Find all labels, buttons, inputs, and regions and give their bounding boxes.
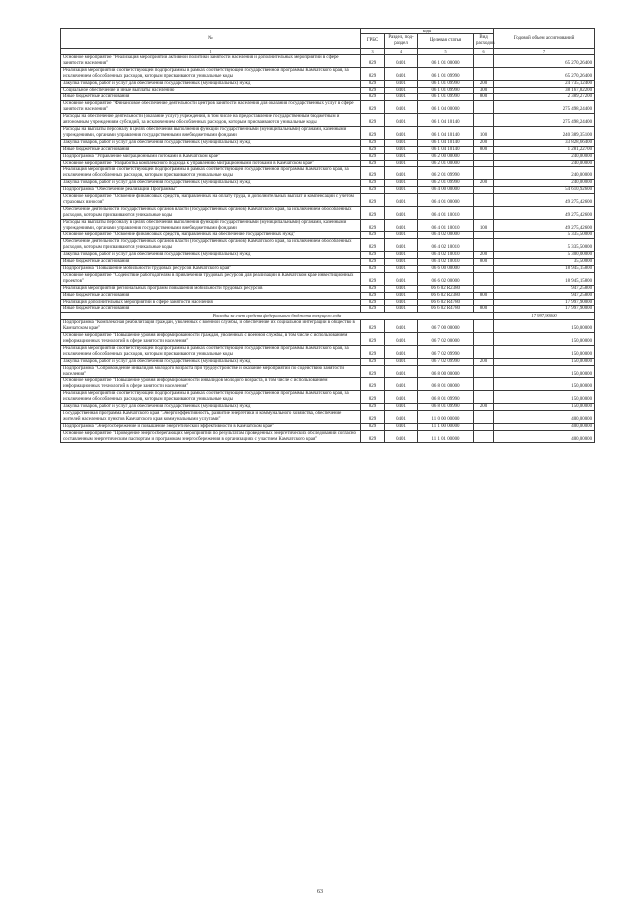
row-name-cell: Подпрограмма "Обеспечение реализации Программы" (61, 187, 361, 194)
target-article-cell: 06 2 01 09990 (418, 180, 474, 187)
table-row (61, 410, 595, 423)
row-name-cell: Государственная программа Камчатского края "Энергоэффективность, развитие энергетики и коммунального хозяйства, обеспечение жителей населенных пунктов Камчатского края коммунальными услугами" (61, 410, 361, 423)
table-row (61, 146, 595, 153)
amount-cell: 18 945,15800 (494, 266, 595, 273)
grbs-cell: 829 (361, 404, 385, 411)
grbs-cell: 829 (361, 153, 385, 160)
column-index: 4 (385, 49, 418, 55)
target-article-cell: 06 7 02 00000 (418, 333, 474, 346)
row-name-cell: Основное мероприятие "Повышение уровня информированности граждан, уволенных с военной службы, в том числе с использованием информационных технологий в сфере занятости населения" (61, 333, 361, 346)
section-cell: 0401 (385, 391, 418, 404)
row-name-cell: Основное мероприятие "Проведение энергосберегающих мероприятий по результатам проведенных энергетических обследований согласно составленным энергетическим паспортам и программам энергосбережения в организациях с участием Камчатского края" (61, 430, 361, 443)
expense-type-cell: 800 (474, 94, 494, 101)
target-article-cell: 06 2 01 09990 (418, 167, 474, 180)
table-row (61, 114, 595, 127)
section-cell: 0401 (385, 146, 418, 153)
table-row (61, 187, 595, 194)
target-article-cell: 06 1 01 09990 (418, 80, 474, 87)
target-article-cell: 06 6 02 R4780 (418, 299, 474, 306)
grbs-cell: 829 (361, 285, 385, 292)
expense-type-cell (474, 55, 494, 68)
row-name-cell: Реализация мероприятий соответствующей подпрограммы в рамках соответствующей государственной программы Камчатского края, за исключением обособленных расходов, которым присваиваются уникальные коды (61, 67, 361, 80)
amount-cell: 150,00000 (494, 358, 595, 365)
grbs-cell: 829 (361, 333, 385, 346)
expense-type-cell (474, 378, 494, 391)
grbs-cell: 829 (361, 320, 385, 333)
target-article-cell: 06 4 00 00000 (418, 187, 474, 194)
row-name-cell: Обеспечение деятельности государственных органов власти (государственных органов) Камчатского края, за исключением обособленных расходов, которым присваиваются уникальные коды (61, 239, 361, 252)
amount-cell: 49 275,42600 (494, 194, 595, 207)
expense-type-cell (474, 194, 494, 207)
row-name-cell: Расходы на выплаты персоналу в целях обеспечения выполнения функций государственными (муниципальными) органами, казенными учреждениями, органами управления государственными внебюджетными фондами (61, 126, 361, 139)
target-article-cell: 06 6 02 R2380 (418, 292, 474, 299)
section-cell: 0401 (385, 87, 418, 94)
table-row (61, 232, 595, 239)
table-row (61, 404, 595, 411)
section-cell: 0401 (385, 404, 418, 411)
amount-cell: 240,00000 (494, 180, 595, 187)
row-name-cell: Расходы на выплаты персоналу в целях обеспечения выполнения функций государственными (муниципальными) органами, казенными учреждениями, органами управления государственными внебюджетными фондами (61, 219, 361, 232)
section-cell: 0401 (385, 139, 418, 146)
expense-type-cell (474, 101, 494, 114)
table-row (61, 391, 595, 404)
amount-cell: 400,00000 (494, 423, 595, 430)
section-cell: 0401 (385, 365, 418, 378)
num-column-header: № (61, 29, 361, 49)
row-name-cell: Подпрограмма "Повышение мобильности трудовых ресурсов Камчатского края" (61, 266, 361, 273)
amount-cell: 38 167,82200 (494, 87, 595, 94)
expense-type-cell (474, 206, 494, 219)
row-name-cell: Основное мероприятие "Освоение финансовых средств, направленных на оплату труда, и дополнительных выплат и компенсаций с учетом страховых взносов" (61, 194, 361, 207)
section-cell: 0401 (385, 160, 418, 167)
amount-cell: 17 997,90000 (494, 313, 595, 320)
column-index: 5 (418, 49, 474, 55)
column-index: 6 (474, 49, 494, 55)
expense-type-cell (474, 299, 494, 306)
table-row (61, 365, 595, 378)
expense-type-cell (474, 410, 494, 423)
target-article-cell: 06 2 01 00000 (418, 160, 474, 167)
expense-type-cell (474, 160, 494, 167)
amount-cell: 275 498,24400 (494, 114, 595, 127)
expense-type-cell (474, 320, 494, 333)
amount-cell: 5 300,00000 (494, 252, 595, 259)
grbs-cell: 829 (361, 239, 385, 252)
section-cell: 0401 (385, 126, 418, 139)
column-index: 3 (361, 49, 385, 55)
section-cell: 0401 (385, 259, 418, 266)
amount-cell: 400,00000 (494, 430, 595, 443)
grbs-cell: 829 (361, 259, 385, 266)
table-row (61, 167, 595, 180)
row-name-cell: Реализация мероприятий региональных программ повышения мобильности трудовых ресурсов (61, 285, 361, 292)
row-name-cell: Иные бюджетные ассигнования (61, 259, 361, 266)
note-row (61, 313, 595, 320)
row-name-cell: Основное мероприятие "Повышение уровня информированности инвалидов молодого возраста, в том числе с использованием информационных технологий в сфере занятости населения" (61, 378, 361, 391)
row-name-cell: Основное мероприятие "Разработка комплексного подхода к управлению миграционными потоками в Камчатском крае" (61, 160, 361, 167)
amount-cell: 947,25800 (494, 292, 595, 299)
grbs-cell: 829 (361, 378, 385, 391)
section-cell: 0401 (385, 410, 418, 423)
row-name-cell: Закупка товаров, работ и услуг для обеспечения государственных (муниципальных) нужд (61, 80, 361, 87)
grbs-cell: 829 (361, 345, 385, 358)
target-article-cell: 06 1 04 00000 (418, 101, 474, 114)
expense-type-cell: 100 (474, 126, 494, 139)
table-row (61, 180, 595, 187)
grbs-cell: 829 (361, 252, 385, 259)
row-name-cell: Социальное обеспечение и иные выплаты населению (61, 87, 361, 94)
amount-cell: 240,00000 (494, 160, 595, 167)
grbs-cell: 829 (361, 94, 385, 101)
expense-type-cell (474, 266, 494, 273)
target-article-cell: 06 8 01 00000 (418, 378, 474, 391)
expense-type-cell: 300 (474, 87, 494, 94)
amount-cell: 65 270,26400 (494, 55, 595, 68)
target-article-cell: 06 2 00 00000 (418, 153, 474, 160)
expense-type-cell (474, 391, 494, 404)
table-row (61, 252, 595, 259)
section-cell: 0401 (385, 333, 418, 346)
target-article-cell: 06 6 02 00000 (418, 272, 474, 285)
target-article-cell: 06 4 02 10010 (418, 239, 474, 252)
column-index: 1 (61, 49, 361, 55)
section-cell: 0401 (385, 187, 418, 194)
amount-cell: 150,00000 (494, 320, 595, 333)
row-name-cell: Подпрограмма "Управление миграционными потоками в Камчатском крае" (61, 153, 361, 160)
amount-cell: 17 997,90000 (494, 299, 595, 306)
amount-cell: 400,00000 (494, 410, 595, 423)
target-article-cell: 11 1 01 00000 (418, 430, 474, 443)
grbs-cell: 829 (361, 101, 385, 114)
grbs-cell: 829 (361, 180, 385, 187)
row-name-cell: Реализация мероприятий соответствующей подпрограммы в рамках соответствующей государственной программы Камчатского края, за исключением обособленных расходов, которым присваиваются уникальные коды (61, 345, 361, 358)
grbs-cell: 829 (361, 187, 385, 194)
row-name-cell: Иные бюджетные ассигнования (61, 94, 361, 101)
expense-type-cell (474, 333, 494, 346)
target-article-cell: 06 8 00 00000 (418, 365, 474, 378)
expense-type-cell (474, 114, 494, 127)
table-row (61, 299, 595, 306)
amount-cell: 54 610,92600 (494, 187, 595, 194)
amount-cell: 5 335,50000 (494, 232, 595, 239)
amount-cell: 5 335,50000 (494, 239, 595, 252)
table-row (61, 378, 595, 391)
table-body (61, 55, 595, 443)
table-row (61, 80, 595, 87)
target-article-cell: 06 7 02 09990 (418, 345, 474, 358)
row-name-cell: Закупка товаров, работ и услуг для обеспечения государственных (муниципальных) нужд (61, 180, 361, 187)
section-cell: 0401 (385, 206, 418, 219)
expense-type-cell: 200 (474, 139, 494, 146)
row-name-cell: Реализация мероприятий соответствующей подпрограммы в рамках соответствующей государственной программы Камчатского края, за исключением обособленных расходов, которым присваиваются уникальные коды (61, 391, 361, 404)
section-cell: 0401 (385, 180, 418, 187)
expense-type-cell (474, 365, 494, 378)
amount-cell: 17 997,90000 (494, 306, 595, 313)
section-cell: 0401 (385, 80, 418, 87)
section-cell: 0401 (385, 67, 418, 80)
grbs-cell: 829 (361, 219, 385, 232)
section-cell: 0401 (385, 55, 418, 68)
grbs-cell: 829 (361, 272, 385, 285)
amount-cell: 49 275,42600 (494, 206, 595, 219)
table-row (61, 87, 595, 94)
amount-cell: 65 270,26400 (494, 67, 595, 80)
table-row (61, 306, 595, 313)
target-article-cell: 06 7 02 09990 (418, 358, 474, 365)
section-cell: 0401 (385, 252, 418, 259)
target-article-cell: 06 7 00 00000 (418, 320, 474, 333)
table-row (61, 285, 595, 292)
section-cell: 0401 (385, 423, 418, 430)
amount-cell: 1 281,22700 (494, 146, 595, 153)
amount-cell: 24 735,12400 (494, 80, 595, 87)
target-article-cell: 06 6 02 R4780 (418, 306, 474, 313)
section-cell: 0401 (385, 430, 418, 443)
grbs-cell: 829 (361, 410, 385, 423)
target-article-cell: 06 4 02 10010 (418, 252, 474, 259)
row-name-cell: Основное мероприятие "Освоение финансовых средств, направленных на обеспечение государственных нужд" (61, 232, 361, 239)
expense-type-cell: 200 (474, 358, 494, 365)
table-row (61, 194, 595, 207)
row-name-cell: Основное мероприятие "Реализация мероприятий активной политики занятости населения и дополнительных мероприятий в сфере занятости населения" (61, 55, 361, 68)
grbs-cell: 829 (361, 423, 385, 430)
amount-cell: 150,00000 (494, 378, 595, 391)
section-cell: 0401 (385, 306, 418, 313)
table-row (61, 55, 595, 68)
target-article-cell: 06 8 01 09990 (418, 391, 474, 404)
grbs-cell: 829 (361, 80, 385, 87)
table-header (61, 29, 595, 55)
table-row (61, 160, 595, 167)
target-article-cell: 11 1 00 00000 (418, 423, 474, 430)
expense-type-cell: 200 (474, 404, 494, 411)
grbs-header: ГРБС (361, 34, 385, 49)
row-name-cell: Закупка товаров, работ и услуг для обеспечения государственных (муниципальных) нужд (61, 404, 361, 411)
expense-type-cell (474, 232, 494, 239)
amount-cell: 150,00000 (494, 391, 595, 404)
expense-type-cell: 200 (474, 180, 494, 187)
expense-type-header: Вид расходов (474, 34, 494, 49)
section-cell: 0401 (385, 114, 418, 127)
row-name-cell: Подпрограмма "Сопровождение инвалидов молодого возраста при трудоустройстве и оказание мероприятий по содействию занятости населения" (61, 365, 361, 378)
note-text: Расходы за счет средств федерального бюджета текущего года (61, 313, 494, 320)
expense-type-cell: 800 (474, 259, 494, 266)
amount-cell: 240,00000 (494, 167, 595, 180)
expense-type-cell (474, 153, 494, 160)
grbs-cell: 829 (361, 87, 385, 94)
row-name-cell: Закупка товаров, работ и услуг для обеспечения государственных (муниципальных) нужд (61, 139, 361, 146)
target-article-header: Целевая статья (418, 34, 474, 49)
expense-type-cell: 200 (474, 252, 494, 259)
table-row (61, 94, 595, 101)
amount-cell: 947,25800 (494, 285, 595, 292)
row-name-cell: Основное мероприятие "Содействие работодателям в привлечении трудовых ресурсов для реализации в Камчатском крае инвестиционных проектов" (61, 272, 361, 285)
target-article-cell: 06 1 01 09990 (418, 94, 474, 101)
section-cell: 0401 (385, 266, 418, 273)
target-article-cell: 06 4 02 00000 (418, 232, 474, 239)
table-row (61, 101, 595, 114)
grbs-cell: 829 (361, 299, 385, 306)
row-name-cell: Реализация дополнительных мероприятий в сфере занятости населения (61, 299, 361, 306)
section-cell: 0401 (385, 378, 418, 391)
table-row (61, 67, 595, 80)
grbs-cell: 829 (361, 67, 385, 80)
expense-type-cell (474, 67, 494, 80)
section-cell: 0401 (385, 153, 418, 160)
expense-type-cell (474, 345, 494, 358)
table-row (61, 259, 595, 266)
grbs-cell: 829 (361, 266, 385, 273)
section-cell: 0401 (385, 320, 418, 333)
column-index: 7 (494, 49, 595, 55)
grbs-cell: 829 (361, 114, 385, 127)
section-cell: 0401 (385, 299, 418, 306)
amount-cell: 150,00000 (494, 365, 595, 378)
section-cell: 0401 (385, 194, 418, 207)
grbs-cell: 829 (361, 306, 385, 313)
expense-type-cell: 800 (474, 292, 494, 299)
expense-type-cell (474, 272, 494, 285)
target-article-cell: 06 4 01 10010 (418, 206, 474, 219)
expense-type-cell (474, 187, 494, 194)
target-article-cell: 06 1 01 09990 (418, 87, 474, 94)
section-cell: 0401 (385, 345, 418, 358)
grbs-cell: 829 (361, 358, 385, 365)
expense-type-cell: 800 (474, 146, 494, 153)
section-cell: 0401 (385, 292, 418, 299)
table-row (61, 266, 595, 273)
grbs-cell: 829 (361, 430, 385, 443)
expense-type-cell: 800 (474, 306, 494, 313)
table-row (61, 345, 595, 358)
table-row (61, 320, 595, 333)
table-row (61, 292, 595, 299)
table-row (61, 239, 595, 252)
target-article-cell: 11 0 00 00000 (418, 410, 474, 423)
section-cell: 0401 (385, 358, 418, 365)
section-cell: 0401 (385, 219, 418, 232)
amount-cell: 150,00000 (494, 333, 595, 346)
target-article-cell: 06 4 01 00000 (418, 194, 474, 207)
target-article-cell: 06 1 04 10140 (418, 139, 474, 146)
section-header: Раздел, под-раздел (385, 34, 418, 49)
amount-cell: 150,00000 (494, 404, 595, 411)
table-row (61, 358, 595, 365)
row-name-cell: Основное мероприятие "Финансовое обеспечение деятельности центров занятости населения для оказания государственных услуг в сфере занятости населения" (61, 101, 361, 114)
grbs-cell: 829 (361, 139, 385, 146)
grbs-cell: 829 (361, 160, 385, 167)
amount-cell: 2 389,27200 (494, 94, 595, 101)
expense-type-cell (474, 239, 494, 252)
section-cell: 0401 (385, 232, 418, 239)
expense-type-cell (474, 430, 494, 443)
section-cell: 0401 (385, 167, 418, 180)
table-row (61, 423, 595, 430)
grbs-cell: 829 (361, 365, 385, 378)
row-name-cell: Закупка товаров, работ и услуг для обеспечения государственных (муниципальных) нужд (61, 252, 361, 259)
target-article-cell: 06 1 01 09990 (418, 67, 474, 80)
grbs-cell: 829 (361, 126, 385, 139)
annual-volume-header: Годовой объем ассигнований (494, 29, 595, 49)
codes-group-header: коды (361, 29, 494, 34)
amount-cell: 18 945,15800 (494, 272, 595, 285)
row-name-cell: Обеспечение деятельности государственных органов власти (государственных органов) Камчатского края, за исключением обособленных расходов, которым присваиваются уникальные коды (61, 206, 361, 219)
target-article-cell: 06 6 02 R2380 (418, 285, 474, 292)
grbs-cell: 829 (361, 55, 385, 68)
expense-type-cell (474, 167, 494, 180)
grbs-cell: 829 (361, 391, 385, 404)
row-name-cell: Подпрограмма "Комплексная реабилитация граждан, уволенных с военной службы, и обеспечение их социальной интеграции в общество в Камчатском крае" (61, 320, 361, 333)
table-row (61, 430, 595, 443)
budget-table (60, 28, 595, 443)
expense-type-cell (474, 423, 494, 430)
amount-cell: 33 828,66400 (494, 139, 595, 146)
expense-type-cell: 200 (474, 80, 494, 87)
table-row (61, 126, 595, 139)
row-name-cell: Иные бюджетные ассигнования (61, 292, 361, 299)
section-cell: 0401 (385, 94, 418, 101)
table-row (61, 219, 595, 232)
target-article-cell: 06 1 04 10140 (418, 146, 474, 153)
table-row (61, 153, 595, 160)
target-article-cell: 06 1 04 10140 (418, 114, 474, 127)
section-cell: 0401 (385, 272, 418, 285)
row-name-cell: Подпрограмма "Энергосбережение и повышение энергетической эффективности в Камчатском крае" (61, 423, 361, 430)
table-row (61, 206, 595, 219)
section-cell: 0401 (385, 285, 418, 292)
expense-type-cell (474, 285, 494, 292)
target-article-cell: 06 4 01 10010 (418, 219, 474, 232)
target-article-cell: 06 4 02 10010 (418, 259, 474, 266)
page-number: 63 (317, 889, 323, 895)
target-article-cell: 06 1 01 00000 (418, 55, 474, 68)
amount-cell: 275 498,24400 (494, 101, 595, 114)
section-cell: 0401 (385, 101, 418, 114)
document-page (60, 28, 594, 443)
table-row (61, 333, 595, 346)
amount-cell: 240 389,35100 (494, 126, 595, 139)
section-cell: 0401 (385, 239, 418, 252)
target-article-cell: 06 8 01 09990 (418, 404, 474, 411)
grbs-cell: 829 (361, 167, 385, 180)
row-name-cell: Расходы на обеспечение деятельности (оказание услуг) учреждений, в том числе на предоставление государственным бюджетным и автономным учреждениям субсидий, за исключением обособленных расходов, которым присваиваются уникальные коды (61, 114, 361, 127)
grbs-cell: 829 (361, 146, 385, 153)
table-row (61, 272, 595, 285)
row-name-cell: Иные бюджетные ассигнования (61, 146, 361, 153)
target-article-cell: 06 6 00 00000 (418, 266, 474, 273)
grbs-cell: 829 (361, 206, 385, 219)
target-article-cell: 06 1 04 10140 (418, 126, 474, 139)
grbs-cell: 829 (361, 194, 385, 207)
amount-cell: 49 275,42600 (494, 219, 595, 232)
amount-cell: 240,00000 (494, 153, 595, 160)
row-name-cell: Закупка товаров, работ и услуг для обеспечения государственных (муниципальных) нужд (61, 358, 361, 365)
grbs-cell: 829 (361, 292, 385, 299)
table-row (61, 139, 595, 146)
amount-cell: 35,50000 (494, 259, 595, 266)
grbs-cell: 829 (361, 232, 385, 239)
row-name-cell: Реализация мероприятий соответствующей подпрограммы в рамках соответствующей государственной программы Камчатского края, за исключением обособленных расходов, которым присваиваются уникальные коды (61, 167, 361, 180)
amount-cell: 150,00000 (494, 345, 595, 358)
expense-type-cell: 100 (474, 219, 494, 232)
row-name-cell: Иные бюджетные ассигнования (61, 306, 361, 313)
